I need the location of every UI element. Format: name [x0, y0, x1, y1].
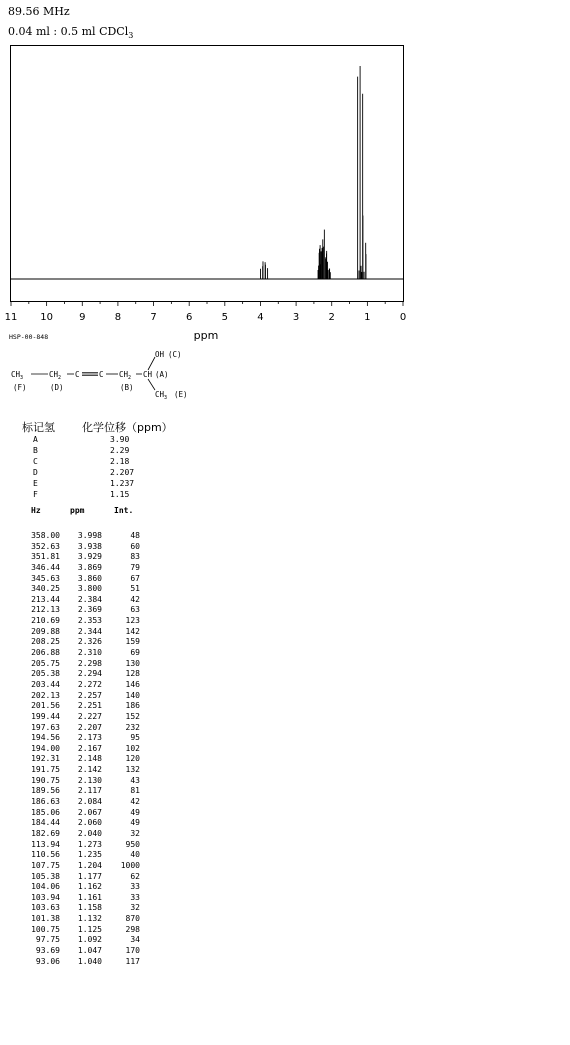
peak-intensity: 232 [125, 722, 140, 732]
peak-intensity: 870 [125, 914, 140, 924]
peak-hz: 206.88 [31, 648, 60, 658]
peak-hz: 97.75 [35, 935, 60, 945]
peak-table-body [0, 531, 160, 967]
peak-intensity: 83 [130, 552, 140, 562]
x-tick-label: 0 [399, 312, 407, 323]
peak-hz: 93.06 [35, 956, 60, 966]
peak-hz: 212.13 [31, 605, 60, 615]
peak-intensity: 67 [130, 573, 140, 583]
peak-ppm: 2.294 [77, 669, 102, 679]
assignment-shift: 1.237 [110, 479, 135, 488]
peak-intensity: 81 [130, 786, 140, 796]
assignment-label: F [33, 490, 38, 499]
peak-table-header-int: Int. [114, 506, 134, 515]
assignment-label: C [33, 457, 38, 466]
peak-intensity: 170 [125, 945, 140, 955]
peak-hz: 213.44 [31, 594, 60, 604]
peak-hz: 185.06 [31, 807, 60, 817]
peak-intensity: 132 [125, 765, 140, 775]
table-row [0, 872, 160, 883]
assignment-row [33, 445, 134, 456]
table-row [0, 733, 160, 744]
peak-intensity: 128 [125, 669, 140, 679]
peak-ppm: 3.998 [77, 531, 102, 540]
peak-hz: 351.81 [31, 552, 60, 562]
table-row [0, 776, 160, 787]
peak-hz: 346.44 [31, 562, 60, 572]
peak-hz: 209.88 [31, 626, 60, 636]
peak-intensity: 186 [125, 701, 140, 711]
table-row [0, 935, 160, 946]
peak-ppm: 1.235 [77, 850, 102, 860]
x-tick-label: 4 [257, 312, 264, 323]
molecule-structure [0, 345, 260, 405]
peak-hz: 190.75 [31, 775, 60, 785]
peak-hz: 184.44 [31, 818, 60, 828]
peak-hz: 105.38 [31, 871, 60, 881]
peak-ppm: 3.929 [77, 552, 102, 562]
peak-ppm: 1.092 [77, 935, 102, 945]
peak-hz: 113.94 [31, 839, 60, 849]
peak-intensity: 950 [125, 839, 140, 849]
atom-ch-a: CH [143, 370, 153, 379]
peak-hz: 194.00 [31, 743, 60, 753]
table-row [0, 744, 160, 755]
assignment-row [33, 478, 134, 489]
peak-intensity: 60 [130, 541, 140, 551]
table-row [0, 829, 160, 840]
atom-ch3-e: $CH_3$ [155, 390, 168, 401]
table-row [0, 712, 160, 723]
table-row [0, 840, 160, 851]
assignment-header [22, 419, 173, 435]
assignment-label: B [33, 446, 38, 455]
peak-ppm: 2.310 [77, 648, 102, 658]
peak-ppm: 2.369 [77, 605, 102, 615]
peak-intensity: 102 [125, 743, 140, 753]
peak-ppm: 3.938 [77, 541, 102, 551]
peak-ppm: 2.067 [77, 807, 102, 817]
table-row [0, 584, 160, 595]
peak-table-header-hz: Hz [31, 506, 41, 515]
peak-hz: 205.38 [31, 669, 60, 679]
peak-intensity: 63 [130, 605, 140, 615]
table-row [0, 946, 160, 957]
table-row [0, 648, 160, 659]
peak-hz: 202.13 [31, 690, 60, 700]
assignment-header-label: 标记氢 [22, 421, 55, 434]
peak-ppm: 2.142 [77, 765, 102, 775]
peak-table-header-ppm: ppm [70, 506, 85, 515]
peak-hz: 197.63 [31, 722, 60, 732]
peak-hz: 104.06 [31, 882, 60, 892]
table-row [0, 669, 160, 680]
label-a: (A) [155, 370, 169, 379]
table-row [0, 765, 160, 776]
x-tick-label: 8 [114, 312, 122, 323]
peak-hz: 194.56 [31, 733, 60, 743]
peak-ppm: 2.257 [77, 690, 102, 700]
table-row [0, 701, 160, 712]
x-tick-label: 10 [40, 312, 54, 323]
peak-ppm: 2.298 [77, 658, 102, 668]
table-row [0, 893, 160, 904]
peak-hz: 345.63 [31, 573, 60, 583]
peak-hz: 358.00 [31, 531, 60, 540]
peak-intensity: 298 [125, 924, 140, 934]
assignment-shift: 3.90 [110, 435, 130, 444]
table-row [0, 850, 160, 861]
peak-hz: 93.69 [35, 945, 60, 955]
peak-ppm: 3.800 [77, 584, 102, 594]
peak-hz: 107.75 [31, 860, 60, 870]
assignment-shift: 1.15 [110, 490, 130, 499]
assignment-label: E [33, 479, 38, 488]
peak-hz: 110.56 [31, 850, 60, 860]
peak-ppm: 2.353 [77, 616, 102, 626]
x-tick-label: 3 [292, 312, 300, 323]
peak-ppm: 2.148 [77, 754, 102, 764]
table-row [0, 903, 160, 914]
table-row [0, 861, 160, 872]
peak-intensity: 95 [130, 733, 140, 743]
nmr-spectrum-chart [0, 0, 570, 345]
x-tick-label: 6 [185, 312, 193, 323]
spectrum-code: HSP-00-848 [9, 333, 49, 341]
peak-intensity: 48 [130, 531, 140, 540]
solvent-text: 0.04 ml : 0.5 ml CDCl [8, 25, 129, 38]
peak-intensity: 32 [130, 903, 140, 913]
atom-oh: OH [155, 350, 165, 359]
table-row [0, 957, 160, 968]
peak-ppm: 2.084 [77, 797, 102, 807]
peak-hz: 103.94 [31, 892, 60, 902]
peak-ppm: 3.860 [77, 573, 102, 583]
peak-hz: 101.38 [31, 914, 60, 924]
table-row [0, 914, 160, 925]
assignment-list [33, 434, 134, 500]
peak-intensity: 49 [130, 807, 140, 817]
table-row [0, 542, 160, 553]
atom-c1: C [75, 370, 80, 379]
peak-intensity: 49 [130, 818, 140, 828]
peak-hz: 186.63 [31, 797, 60, 807]
table-row [0, 637, 160, 648]
solvent-subscript: 3 [128, 31, 134, 41]
peak-intensity: 51 [130, 584, 140, 594]
peak-ppm: 1.040 [77, 956, 102, 966]
peak-hz: 210.69 [31, 616, 60, 626]
peak-intensity: 32 [130, 828, 140, 838]
label-f: (F) [13, 383, 27, 392]
peak-hz: 103.63 [31, 903, 60, 913]
peak-hz: 182.69 [31, 828, 60, 838]
peak-hz: 208.25 [31, 637, 60, 647]
peak-ppm: 1.161 [77, 892, 102, 902]
table-row [0, 680, 160, 691]
peak-ppm: 2.384 [77, 594, 102, 604]
assignment-header-shift: 化学位移（ppm） [82, 421, 173, 434]
peak-hz: 100.75 [31, 924, 60, 934]
assignment-label: A [33, 435, 38, 444]
x-tick-label: 5 [221, 312, 229, 323]
peak-intensity: 42 [130, 594, 140, 604]
peak-ppm: 2.251 [77, 701, 102, 711]
peak-intensity: 140 [125, 690, 140, 700]
assignment-row [33, 489, 134, 500]
table-row [0, 563, 160, 574]
peak-intensity: 43 [130, 775, 140, 785]
peak-intensity: 123 [125, 616, 140, 626]
assignment-shift: 2.18 [110, 457, 130, 466]
label-b: (B) [120, 383, 134, 392]
table-row [0, 808, 160, 819]
table-row [0, 882, 160, 893]
peak-ppm: 2.060 [77, 818, 102, 828]
peak-ppm: 2.326 [77, 637, 102, 647]
table-row [0, 659, 160, 670]
peak-ppm: 1.177 [77, 871, 102, 881]
atom-ch3-f: $CH_3$ [11, 370, 24, 381]
x-axis [5, 301, 407, 323]
peak-ppm: 2.227 [77, 711, 102, 721]
peak-intensity: 1000 [120, 860, 140, 870]
peak-ppm: 3.869 [77, 562, 102, 572]
peak-intensity: 42 [130, 797, 140, 807]
plot-frame [11, 46, 404, 302]
peak-intensity: 130 [125, 658, 140, 668]
peak-ppm: 1.047 [77, 945, 102, 955]
peak-ppm: 1.132 [77, 914, 102, 924]
x-tick-label: 11 [4, 312, 18, 323]
table-row [0, 723, 160, 734]
peak-intensity: 79 [130, 562, 140, 572]
x-tick-label: 2 [328, 312, 335, 323]
assignment-shift: 2.29 [110, 446, 130, 455]
table-row [0, 925, 160, 936]
peak-intensity: 33 [130, 882, 140, 892]
peak-ppm: 1.204 [77, 860, 102, 870]
peak-intensity: 69 [130, 648, 140, 658]
peak-hz: 199.44 [31, 711, 60, 721]
peak-intensity: 152 [125, 711, 140, 721]
x-tick-label: 1 [364, 312, 371, 323]
assignment-shift: 2.207 [110, 468, 135, 477]
peak-intensity: 159 [125, 637, 140, 647]
atom-ch2-b: $CH_2$ [119, 370, 132, 381]
assignment-row [33, 456, 134, 467]
x-tick-label: 7 [150, 312, 157, 323]
peak-ppm: 1.273 [77, 839, 102, 849]
peak-ppm: 2.344 [77, 626, 102, 636]
peak-ppm: 2.272 [77, 679, 102, 689]
peak-hz: 201.56 [31, 701, 60, 711]
peak-ppm: 1.125 [77, 924, 102, 934]
spectrometer-frequency: 89.56 MHz [8, 5, 70, 18]
peak-hz: 203.44 [31, 679, 60, 689]
table-row [0, 552, 160, 563]
peak-intensity: 62 [130, 871, 140, 881]
peak-ppm: 2.130 [77, 775, 102, 785]
table-row [0, 627, 160, 638]
peak-ppm: 2.207 [77, 722, 102, 732]
peak-hz: 191.75 [31, 765, 60, 775]
peak-ppm: 2.117 [77, 786, 102, 796]
peak-intensity: 117 [125, 956, 140, 966]
table-row [0, 605, 160, 616]
peak-hz: 189.56 [31, 786, 60, 796]
atom-c2: C [99, 370, 104, 379]
atom-ch2-d: $CH_2$ [49, 370, 62, 381]
peak-ppm: 1.162 [77, 882, 102, 892]
peak-ppm: 2.040 [77, 828, 102, 838]
label-e: (E) [174, 390, 188, 399]
peak-intensity: 142 [125, 626, 140, 636]
table-row [0, 754, 160, 765]
assignment-label: D [33, 468, 38, 477]
table-row [0, 616, 160, 627]
table-row [0, 595, 160, 606]
label-d: (D) [50, 383, 64, 392]
x-tick-label: 9 [79, 312, 86, 323]
peak-ppm: 2.173 [77, 733, 102, 743]
peak-hz: 352.63 [31, 541, 60, 551]
table-row [0, 818, 160, 829]
peak-intensity: 40 [130, 850, 140, 860]
assignment-row [33, 434, 134, 445]
peak-intensity: 146 [125, 679, 140, 689]
table-row [0, 786, 160, 797]
peak-lines [261, 66, 366, 279]
peak-ppm: 2.167 [77, 743, 102, 753]
peak-hz: 192.31 [31, 754, 60, 764]
table-row [0, 691, 160, 702]
peak-intensity: 34 [130, 935, 140, 945]
table-row [0, 797, 160, 808]
peak-hz: 205.75 [31, 658, 60, 668]
peak-intensity: 120 [125, 754, 140, 764]
table-row [0, 574, 160, 585]
peak-ppm: 1.158 [77, 903, 102, 913]
table-row [0, 531, 160, 542]
x-axis-label: ppm [193, 329, 219, 342]
peak-hz: 340.25 [31, 584, 60, 594]
assignment-row [33, 467, 134, 478]
peak-intensity: 33 [130, 892, 140, 902]
label-c: (C) [168, 350, 182, 359]
